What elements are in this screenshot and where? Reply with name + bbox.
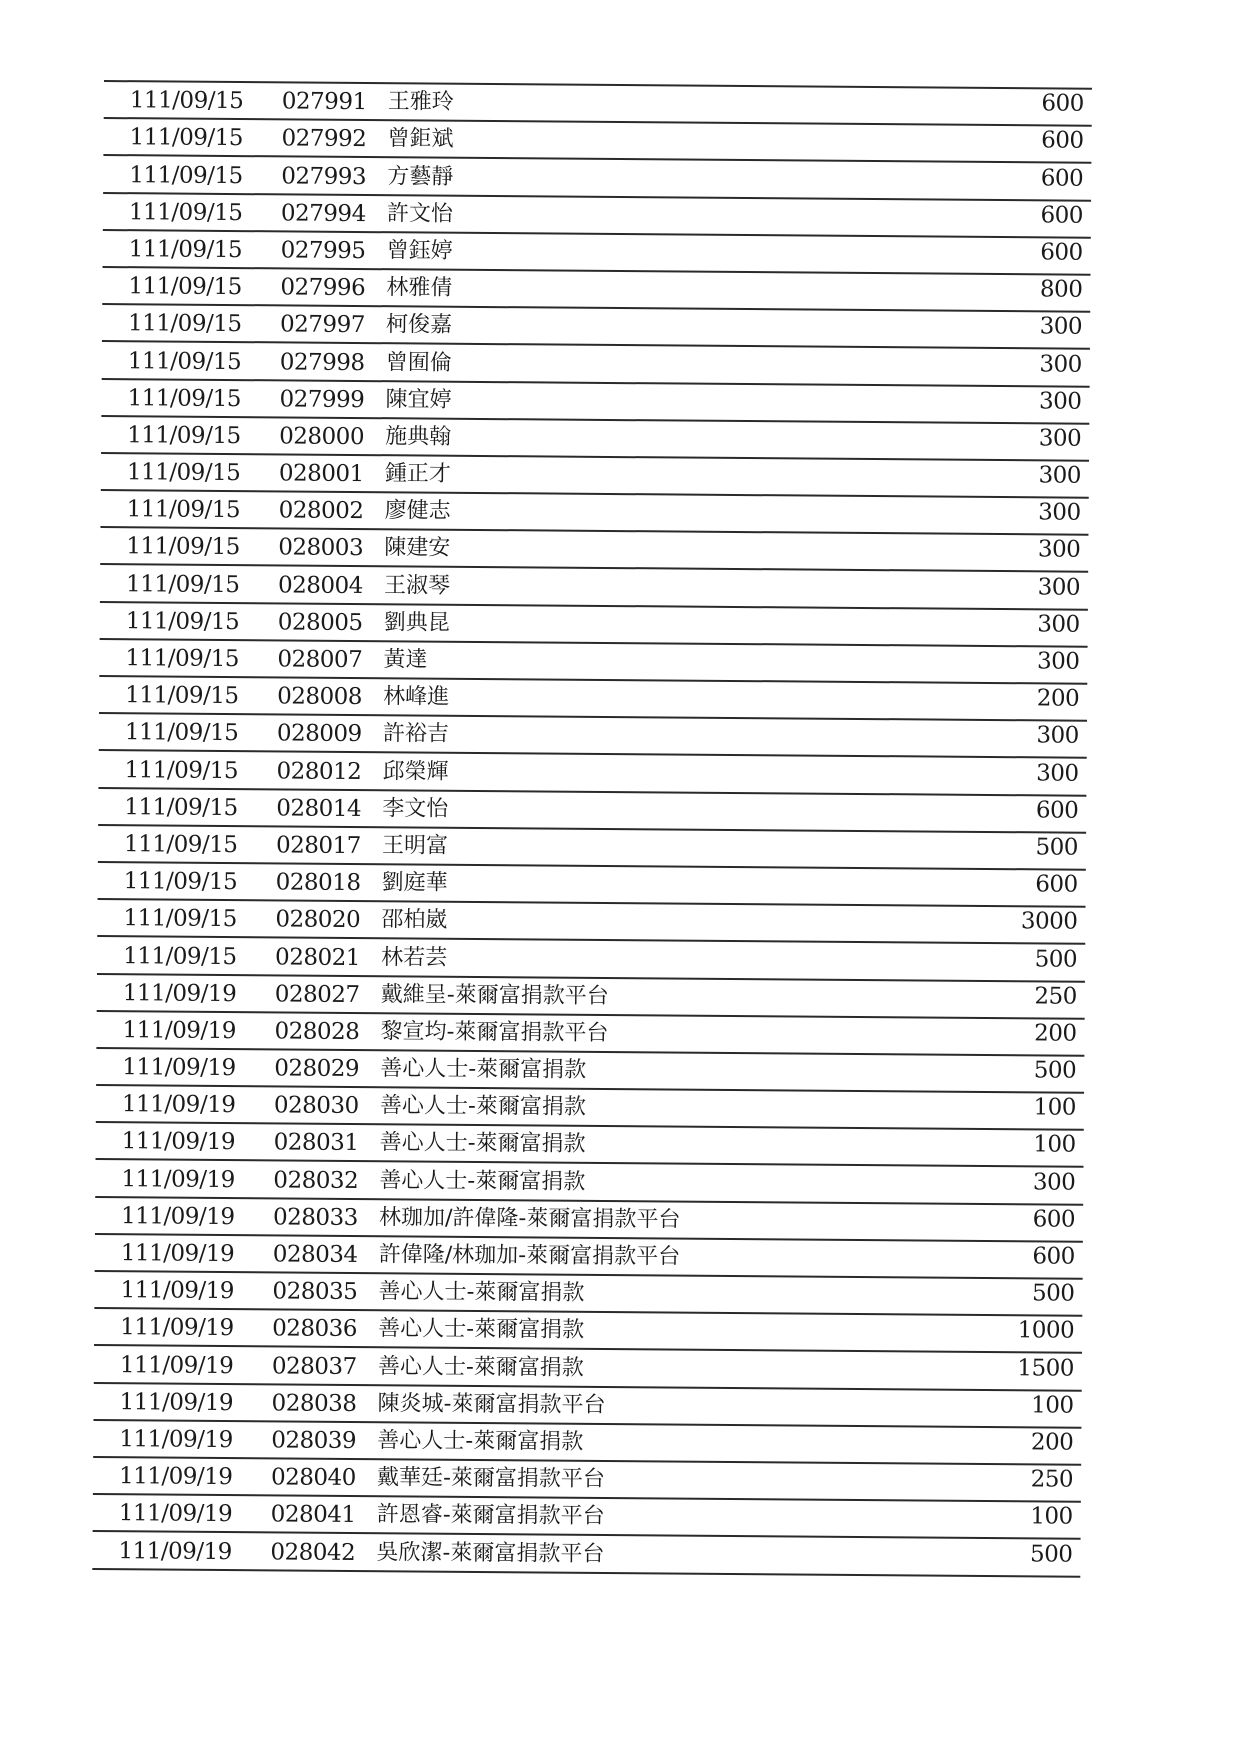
amount-cell: 300 [1038,388,1082,415]
date-cell: 111/09/15 [124,793,238,821]
date-cell: 111/09/15 [123,868,238,896]
receipt-number-cell: 028017 [275,832,361,859]
donor-name-cell: 曾鈺婷 [386,238,453,264]
donor-name-cell: 劉庭華 [381,870,448,896]
date-cell: 111/09/15 [128,236,243,264]
date-cell: 111/09/19 [122,1017,237,1044]
amount-cell: 600 [1041,90,1084,117]
date-cell: 111/09/15 [123,831,238,859]
donor-name-cell: 林若芸 [381,944,448,971]
donor-name-cell: 戴華廷-萊爾富捐款平台 [376,1465,606,1493]
amount-cell: 1500 [1017,1354,1075,1382]
date-cell: 111/09/19 [122,1054,236,1082]
receipt-number-cell: 028034 [272,1241,358,1269]
amount-cell: 100 [1033,1094,1077,1121]
receipt-number-cell: 028040 [270,1464,356,1492]
receipt-number-cell: 028008 [277,683,363,711]
date-cell: 111/09/19 [118,1500,233,1528]
amount-cell: 600 [1041,127,1084,155]
donor-name-cell: 黃達 [383,647,428,673]
date-cell: 111/09/19 [120,1277,235,1305]
donor-name-cell: 林珈加/許偉隆-萊爾富捐款平台 [378,1205,681,1233]
date-cell: 111/09/19 [121,1165,235,1193]
amount-cell: 600 [1040,164,1084,192]
donor-name-cell: 柯俊嘉 [385,312,453,339]
donor-name-cell: 吳欣潔-萊爾富捐款平台 [376,1539,605,1567]
date-cell: 111/09/15 [127,422,241,449]
amount-cell: 250 [1034,983,1077,1010]
donor-name-cell: 善心人士-萊爾富捐款 [377,1428,584,1455]
receipt-number-cell: 027995 [280,237,366,264]
amount-cell: 500 [1034,945,1078,973]
receipt-number-cell: 028041 [270,1501,356,1529]
donor-name-cell: 許裕吉 [382,721,449,748]
receipt-number-cell: 028035 [272,1278,358,1306]
donor-name-cell: 方藝靜 [387,163,454,190]
date-cell: 111/09/15 [125,645,239,673]
amount-cell: 300 [1032,1168,1076,1196]
date-cell: 111/09/15 [127,384,242,412]
date-cell: 111/09/19 [121,1091,236,1119]
receipt-number-cell: 028030 [273,1092,359,1120]
donor-name-cell: 陳炎城-萊爾富捐款平台 [377,1390,606,1418]
receipt-number-cell: 027998 [279,348,365,376]
date-cell: 111/09/15 [124,719,239,747]
donor-name-cell: 王雅玲 [387,89,454,115]
amount-cell: 300 [1036,759,1079,787]
date-cell: 111/09/15 [126,496,241,524]
amount-cell: 600 [1040,202,1084,229]
donor-name-cell: 許恩睿-萊爾富捐款平台 [376,1502,605,1530]
receipt-number-cell: 027996 [280,274,366,302]
donor-name-cell: 劉典昆 [383,610,450,636]
receipt-number-cell: 027991 [281,88,367,116]
receipt-number-cell: 028005 [277,609,363,636]
amount-cell: 600 [1035,797,1079,824]
donor-name-cell: 鍾正才 [384,461,452,487]
date-cell: 111/09/15 [126,533,240,561]
receipt-number-cell: 028012 [276,757,362,785]
receipt-number-cell: 027999 [279,386,365,413]
receipt-number-cell: 028029 [274,1055,360,1083]
receipt-number-cell: 027997 [279,311,365,339]
receipt-number-cell: 028038 [271,1390,357,1417]
date-cell: 111/09/19 [122,979,237,1007]
date-cell: 111/09/15 [124,756,239,784]
date-cell: 111/09/19 [120,1314,234,1342]
donor-name-cell: 善心人士-萊爾富捐款 [378,1316,585,1344]
donor-name-cell: 曾囿倫 [385,349,452,376]
date-cell: 111/09/15 [125,608,240,635]
date-cell: 111/09/19 [119,1388,234,1416]
amount-cell: 300 [1038,425,1082,452]
receipt-number-cell: 028021 [275,943,361,971]
amount-cell: 1000 [1017,1317,1075,1345]
receipt-number-cell: 028031 [273,1129,359,1157]
amount-cell: 300 [1038,462,1082,489]
donor-name-cell: 許文怡 [386,200,454,227]
receipt-number-cell: 028020 [275,906,361,934]
receipt-number-cell: 027994 [280,200,366,227]
amount-cell: 100 [1033,1131,1076,1159]
date-cell: 111/09/15 [128,273,242,301]
amount-cell: 200 [1034,1020,1077,1047]
amount-cell: 3000 [1020,908,1078,935]
receipt-number-cell: 028032 [273,1166,359,1194]
amount-cell: 100 [1031,1392,1074,1419]
donor-name-cell: 李文怡 [382,795,449,822]
date-cell: 111/09/15 [127,310,242,338]
donor-name-cell: 善心人士-萊爾富捐款 [379,1130,586,1158]
amount-cell: 600 [1040,239,1083,266]
donor-name-cell: 善心人士-萊爾富捐款 [377,1353,584,1381]
amount-cell: 500 [1035,834,1079,861]
date-cell: 111/09/19 [120,1240,235,1268]
amount-cell: 500 [1029,1540,1073,1568]
receipt-number-cell: 028042 [270,1538,356,1566]
receipt-number-cell: 028000 [279,423,365,450]
receipt-number-cell: 028014 [276,795,362,822]
receipt-number-cell: 028036 [272,1315,358,1343]
date-cell: 111/09/15 [125,682,239,710]
amount-cell: 300 [1037,536,1081,564]
date-cell: 111/09/15 [129,87,244,115]
date-cell: 111/09/15 [127,347,242,375]
donor-name-cell: 曾鉅斌 [387,126,454,153]
date-cell: 111/09/19 [119,1426,233,1453]
donor-name-cell: 戴維呈-萊爾富捐款平台 [380,981,609,1009]
date-cell: 111/09/19 [118,1463,233,1491]
date-cell: 111/09/15 [123,905,237,933]
receipt-number-cell: 028028 [274,1018,360,1045]
amount-cell: 200 [1036,685,1080,712]
amount-cell: 500 [1031,1280,1075,1307]
receipt-number-cell: 028033 [272,1204,358,1231]
amount-cell: 300 [1036,722,1079,750]
donor-name-cell: 施典翰 [385,424,452,450]
ledger-row [92,1532,1080,1577]
amount-cell: 250 [1030,1466,1074,1493]
amount-cell: 600 [1035,871,1078,898]
date-cell: 111/09/15 [128,198,243,226]
date-cell: 111/09/19 [118,1537,232,1565]
receipt-number-cell: 028009 [276,720,362,748]
donor-name-cell: 善心人士-萊爾富捐款 [379,1167,586,1195]
donor-name-cell: 陳建安 [384,535,451,562]
date-cell: 111/09/15 [129,124,244,152]
date-cell: 111/09/15 [126,459,241,487]
receipt-number-cell: 027992 [281,125,367,153]
amount-cell: 500 [1033,1057,1077,1084]
receipt-number-cell: 028001 [278,460,364,488]
donor-name-cell: 黎宣均-萊爾富捐款平台 [380,1019,609,1046]
donation-ledger-table [92,80,1092,1577]
donor-name-cell: 善心人士-萊爾富捐款 [379,1093,586,1121]
amount-cell: 300 [1036,648,1080,675]
date-cell: 111/09/15 [123,942,237,970]
receipt-number-cell: 028039 [271,1427,357,1454]
amount-cell: 300 [1037,611,1080,638]
receipt-number-cell: 028004 [277,572,363,599]
receipt-number-cell: 028002 [278,497,364,525]
receipt-number-cell: 028003 [278,534,364,562]
amount-cell: 200 [1030,1429,1074,1456]
date-cell: 111/09/15 [129,161,243,189]
amount-cell: 600 [1032,1243,1075,1270]
amount-cell: 100 [1030,1503,1073,1530]
receipt-number-cell: 028037 [271,1352,357,1380]
donor-name-cell: 許偉隆/林珈加-萊爾富捐款平台 [378,1242,681,1270]
amount-cell: 800 [1039,276,1083,303]
amount-cell: 300 [1038,499,1081,526]
donor-name-cell: 善心人士-萊爾富捐款 [380,1056,587,1083]
amount-cell: 300 [1037,573,1081,601]
donor-name-cell: 陳宜婷 [385,386,452,413]
receipt-number-cell: 028027 [274,981,360,1008]
date-cell: 111/09/19 [121,1128,236,1156]
amount-cell: 300 [1039,313,1083,341]
amount-cell: 600 [1032,1206,1076,1233]
donor-name-cell: 邵柏崴 [381,907,448,934]
receipt-number-cell: 028018 [275,869,361,897]
date-cell: 111/09/15 [125,570,240,598]
donor-name-cell: 王明富 [381,833,449,859]
donor-name-cell: 邱榮輝 [382,758,449,785]
donor-name-cell: 廖健志 [384,498,451,524]
receipt-number-cell: 027993 [281,162,367,190]
donor-name-cell: 王淑琴 [383,572,451,599]
date-cell: 111/09/19 [119,1351,234,1379]
donor-name-cell: 林雅倩 [386,275,453,301]
date-cell: 111/09/19 [120,1202,235,1230]
receipt-number-cell: 028007 [277,646,363,674]
donor-name-cell: 林峰進 [383,684,450,710]
donor-name-cell: 善心人士-萊爾富捐款 [378,1279,585,1306]
amount-cell: 300 [1039,350,1082,378]
